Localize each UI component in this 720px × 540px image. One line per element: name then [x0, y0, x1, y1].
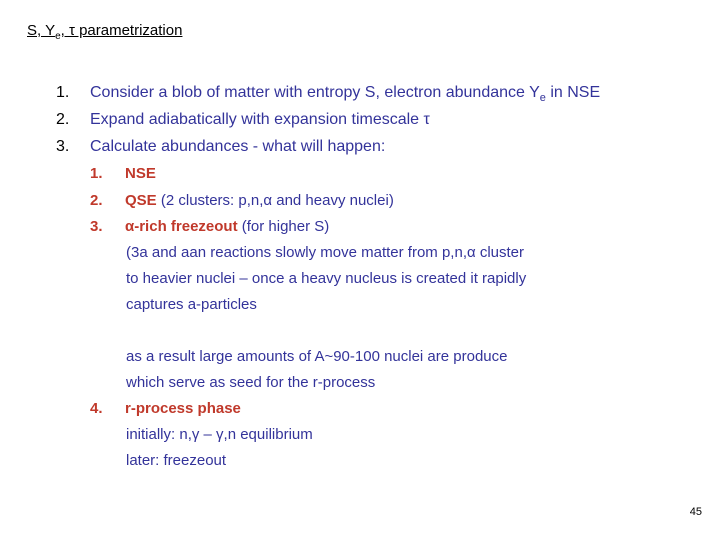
phase-3-detail-4: as a result large amounts of A~90-100 nuclei are produce	[126, 348, 508, 365]
phase-3-line	[125, 218, 329, 235]
slide-title	[27, 22, 182, 42]
phase-4-detail-2: later: freezeout	[126, 452, 227, 469]
phase-1-name: NSE	[125, 165, 156, 182]
step-1-text-before: Consider a blob of matter with entropy S, electron abundance Y	[90, 84, 540, 101]
step-3-number: 3.	[56, 138, 70, 155]
title-part2: , τ parametrization	[60, 22, 183, 39]
phase-4-number: 4.	[90, 400, 103, 417]
phase-3-detail-5: which serve as seed for the r-process	[126, 374, 376, 391]
step-1-text-after: in NSE	[545, 84, 601, 101]
phase-3-name: α-rich freezeout	[125, 218, 238, 235]
phase-2-number: 2.	[90, 192, 103, 209]
title-part1: S, Y	[27, 22, 56, 39]
phase-3-detail-1: (3a and aan reactions slowly move matter from p,n,α cluster	[126, 244, 525, 261]
step-1-number: 1.	[56, 84, 70, 101]
phase-2-name: QSE	[125, 192, 157, 209]
phase-3-detail-3: captures a-particles	[126, 296, 257, 313]
phase-3-rest: (for higher S)	[237, 218, 330, 235]
phase-4-detail-1: initially: n,γ – γ,n equilibrium	[126, 426, 313, 443]
phase-2-rest: (2 clusters: p,n,α and heavy nuclei)	[156, 192, 394, 209]
phase-2-line	[125, 192, 394, 209]
phase-3-detail-2: to heavier nuclei – once a heavy nucleus is created it rapidly	[126, 270, 527, 287]
step-1-text	[90, 84, 600, 104]
title-subscript: e	[55, 31, 61, 42]
phase-3-number: 3.	[90, 218, 103, 235]
page-number: 45	[689, 506, 702, 518]
step-3-text: Calculate abundances - what will happen:	[90, 138, 386, 155]
step-1-text-sub: e	[539, 92, 546, 105]
phase-1-number: 1.	[90, 165, 103, 182]
step-2-number: 2.	[56, 111, 70, 128]
phase-1-line	[125, 165, 156, 182]
step-2-text: Expand adiabatically with expansion timescale τ	[90, 111, 430, 128]
phase-4-name-line	[125, 400, 241, 417]
phase-4-name: r-process phase	[125, 400, 241, 417]
